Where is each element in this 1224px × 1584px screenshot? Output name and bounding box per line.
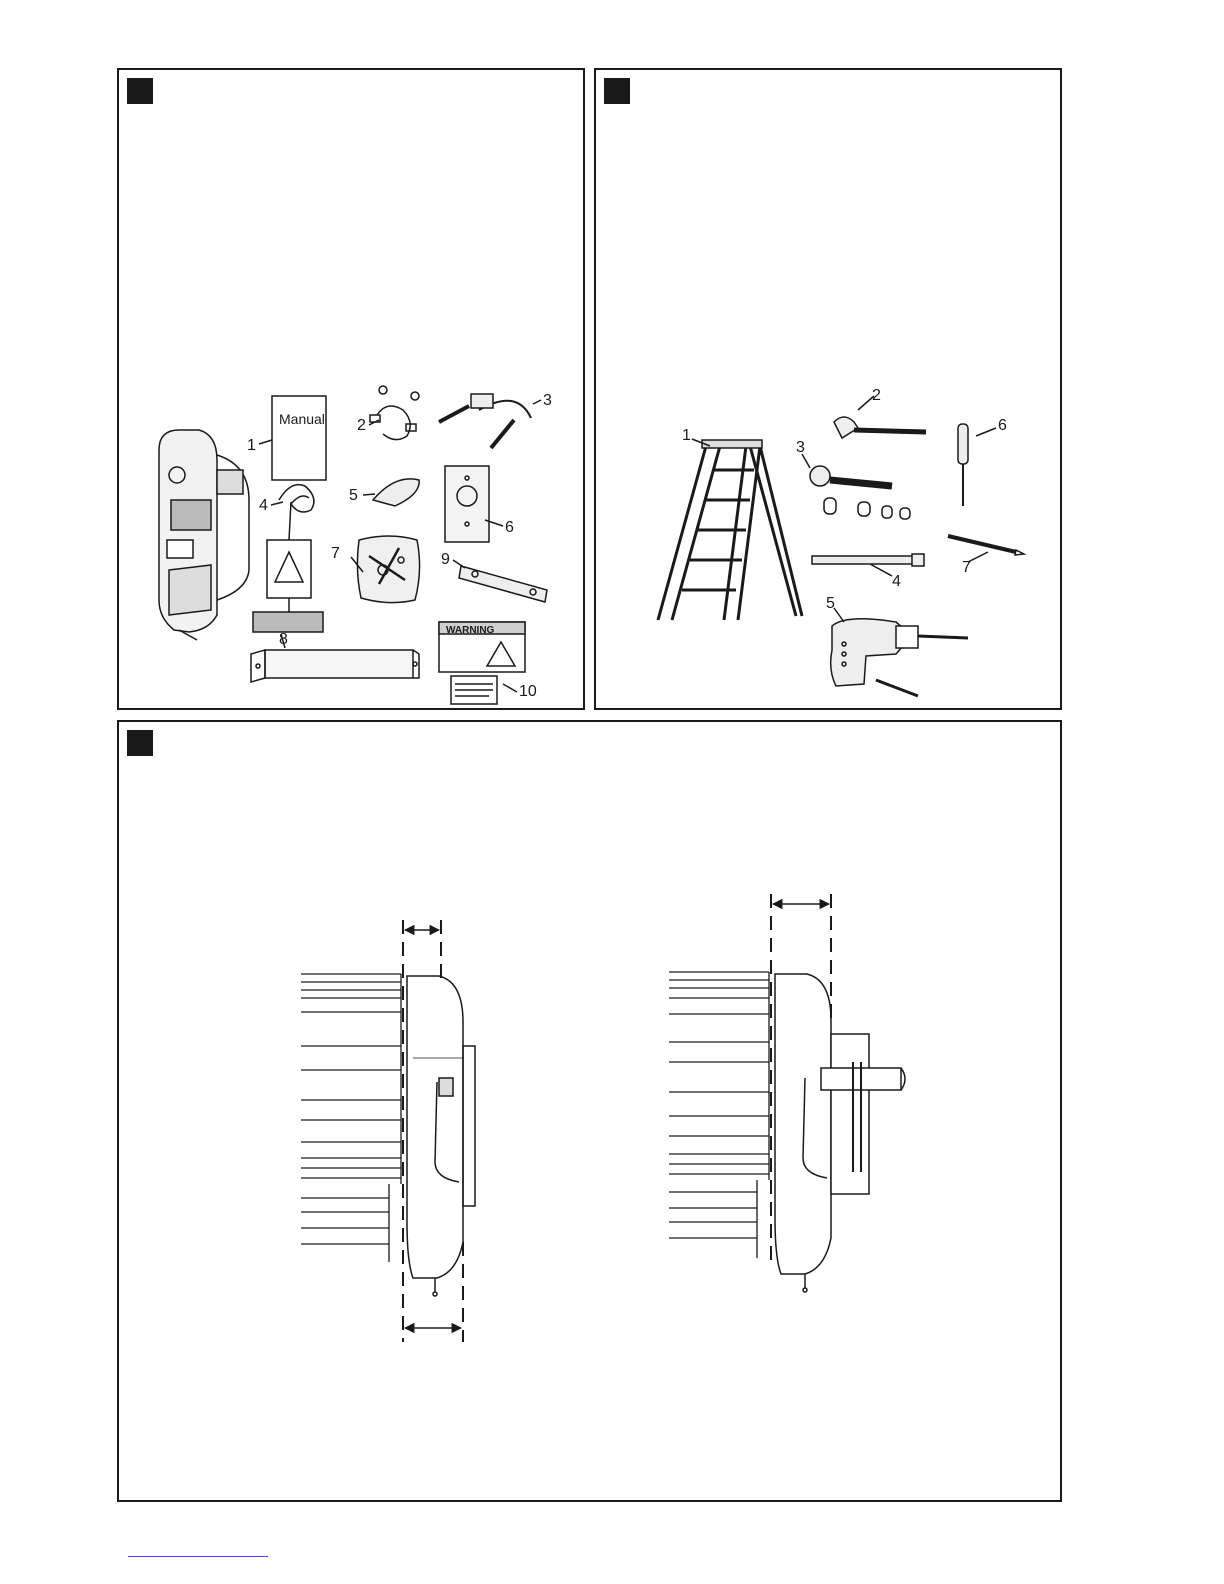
screwdriver-icon [958, 424, 968, 506]
tools-illustration [596, 70, 1060, 708]
u-bolt-icon [439, 394, 531, 448]
pencil-icon [948, 536, 1024, 555]
part-number-4: 4 [259, 497, 268, 514]
adjustable-wrench-icon [834, 417, 926, 438]
manual-icon [272, 396, 326, 480]
socket-extension-icon [812, 554, 924, 566]
power-drill-icon [831, 619, 968, 696]
footer-link-underline [128, 1556, 268, 1557]
clearance-diagrams [119, 722, 1060, 1500]
panel-contents [117, 68, 585, 710]
ratchet-icon [810, 466, 910, 519]
part-number-6: 6 [505, 519, 514, 536]
manual-label: Manual [279, 411, 325, 427]
tool-number-6: 6 [998, 417, 1007, 434]
panel-tools [594, 68, 1062, 710]
part-number-8: 8 [279, 631, 288, 648]
mounting-bracket-icon [459, 566, 547, 602]
part-number-2: 2 [357, 417, 366, 434]
clearance-diagram-left [301, 920, 475, 1342]
opener-unit-icon [159, 430, 249, 640]
part-number-1: 1 [247, 437, 256, 454]
tool-number-3: 3 [796, 439, 805, 456]
remote-icon [373, 479, 419, 506]
clearance-diagram-right [669, 894, 905, 1292]
tool-number-4: 4 [892, 573, 901, 590]
warning-label: WARNING [446, 625, 495, 636]
tool-number-1: 1 [682, 427, 691, 444]
hardware-bag-icon [357, 536, 419, 603]
rail-icon [251, 650, 419, 682]
wall-button-icon [445, 466, 489, 542]
part-number-5: 5 [349, 487, 358, 504]
part-number-9: 9 [441, 551, 450, 568]
panel-clearance [117, 720, 1062, 1502]
tool-number-7: 7 [962, 559, 971, 576]
part-number-3: 3 [543, 392, 552, 409]
tool-number-5: 5 [826, 595, 835, 612]
part-number-7: 7 [331, 545, 340, 562]
part-number-10: 10 [519, 683, 537, 700]
clamp-icon [370, 386, 419, 440]
tool-number-2: 2 [872, 387, 881, 404]
ladder-icon [658, 440, 802, 620]
contents-illustration [119, 70, 583, 708]
